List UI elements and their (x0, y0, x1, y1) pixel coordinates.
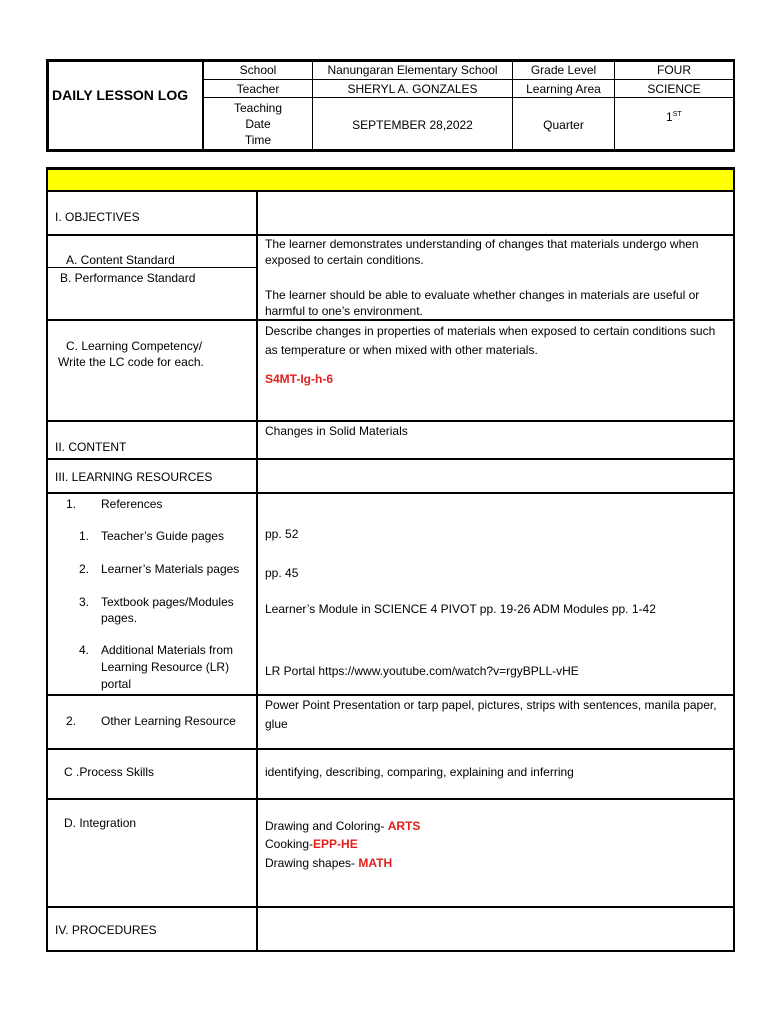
content-standard-label: A. Content Standard (66, 253, 175, 267)
teacher-value: SHERYL A. GONZALES (347, 82, 478, 96)
integration-item-epp (265, 836, 358, 852)
tg-num: 1. (79, 529, 90, 543)
grade-label: Grade Level (530, 63, 597, 77)
references-num: 1. (66, 497, 77, 511)
performance-standard-text: The learner should be able to evaluate whether changes in materials are useful or harmful to one’s environment. (265, 288, 700, 318)
integration-text: Drawing shapes- (265, 856, 359, 870)
content-heading: II. CONTENT (55, 440, 127, 454)
area-value: SCIENCE (647, 82, 701, 96)
am-label: Additional Materials from Learning Resource (LR) portal (101, 643, 234, 691)
integration-item-math (265, 855, 392, 871)
tg-label: Teacher’s Guide pages (101, 529, 224, 543)
references-label: References (101, 497, 163, 511)
integration-item-arts (265, 818, 420, 834)
integration-subject: EPP-HE (313, 837, 358, 851)
process-skills-label: C .Process Skills (64, 765, 155, 779)
school-value: Nanungaran Elementary School (327, 63, 498, 77)
tg-value: pp. 52 (265, 527, 299, 541)
quarter-label: Quarter (543, 118, 584, 132)
olr-num: 2. (66, 714, 77, 728)
teacher-label: Teacher (236, 82, 280, 96)
school-label: School (239, 63, 277, 77)
am-value: LR Portal https://www.youtube.com/watch?v=rgyBPLL-vHE (265, 664, 579, 678)
lm-label: Learner’s Materials pages (101, 562, 240, 576)
tb-value: Learner’s Module in SCIENCE 4 PIVOT pp. 19-26 ADM Modules pp. 1-42 (265, 602, 656, 616)
performance-standard-label: B. Performance Standard (60, 271, 196, 285)
integration-subject: MATH (358, 856, 393, 870)
page-title: DAILY LESSON LOG (52, 87, 189, 103)
lm-num: 2. (79, 562, 90, 576)
date-label-2: Date (245, 117, 271, 131)
objectives-heading: I. OBJECTIVES (55, 210, 140, 224)
content-standard-text: The learner demonstrates understanding of changes that materials undergo when exposed to certain conditions. (265, 237, 699, 267)
tb-label: Textbook pages/Modules pages. (101, 595, 234, 625)
area-label: Learning Area (526, 82, 601, 96)
yellow-banner (48, 169, 733, 190)
olr-label: Other Learning Resource (101, 714, 236, 728)
integration-text: Drawing and Coloring- (265, 819, 388, 833)
date-label-3: Time (244, 133, 272, 147)
date-label-1: Teaching (233, 101, 283, 115)
quarter-number: 1 (666, 110, 673, 124)
competency-label-1: C. Learning Competency/ (66, 339, 203, 353)
integration-subject: ARTS (387, 819, 421, 833)
olr-value: Power Point Presentation or tarp papel, pictures, strips with sentences, manila paper, glue (265, 698, 717, 731)
grade-value: FOUR (657, 63, 691, 77)
date-value: SEPTEMBER 28,2022 (352, 118, 473, 132)
process-skills-value: identifying, describing, comparing, explaining and inferring (265, 765, 574, 779)
am-num: 4. (79, 643, 90, 657)
tb-num: 3. (79, 595, 90, 609)
integration-label: D. Integration (64, 816, 137, 830)
competency-code: S4MT-Ig-h-6 (265, 372, 333, 386)
competency-text: Describe changes in properties of materials when exposed to certain conditions such as temperature or when mixed with other materials. (265, 324, 716, 357)
quarter-suffix: ST (672, 111, 682, 118)
content-text: Changes in Solid Materials (265, 424, 408, 438)
quarter-value (666, 107, 682, 125)
procedures-heading: IV. PROCEDURES (55, 923, 157, 937)
lm-value: pp. 45 (265, 566, 299, 580)
competency-label-2: Write the LC code for each. (58, 355, 204, 369)
resources-heading: III. LEARNING RESOURCES (55, 470, 213, 484)
integration-text: Cooking- (265, 837, 314, 851)
